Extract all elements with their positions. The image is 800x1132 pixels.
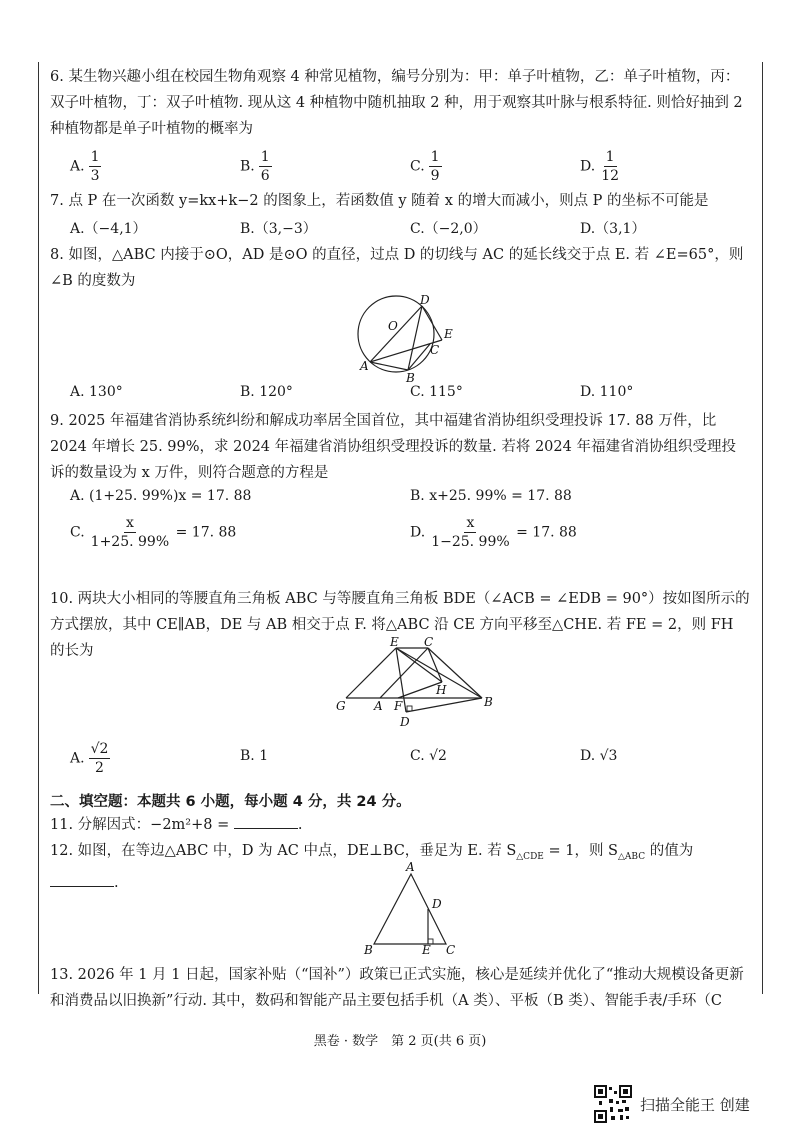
label-f: F <box>394 699 403 713</box>
question-number: 9. <box>50 413 64 429</box>
option-d: D.（3,1） <box>580 221 646 237</box>
option-d: D. $\frac{1}{12}$ <box>580 149 620 184</box>
option-b: B. x+25. 99% = 17. 88 <box>410 488 572 504</box>
line-bd <box>408 306 422 370</box>
answer-blank <box>234 814 298 829</box>
equilateral-figure <box>356 860 466 956</box>
label-g: G <box>336 699 346 713</box>
question-13 <box>50 962 750 1014</box>
option-a: A. $\frac{1}{3}$ <box>70 149 100 184</box>
option-a: A. $\frac{√2}{2}$ <box>70 741 109 776</box>
scanner-text: 扫描全能王 创建 <box>640 1095 750 1114</box>
label-e: E <box>444 327 453 341</box>
left-margin-line <box>38 62 39 994</box>
label-c: C <box>430 343 440 357</box>
label-d: D <box>400 715 410 729</box>
option-b: B. 1 <box>240 748 269 764</box>
label-h: H <box>436 683 447 697</box>
line-ac <box>380 648 428 698</box>
label-o: O <box>388 319 398 333</box>
option-a: A. 130° <box>70 384 123 400</box>
option-d: D. √3 <box>580 748 618 764</box>
label-b: B <box>406 371 415 382</box>
circle-figure <box>350 290 470 382</box>
label-c: C <box>424 635 434 649</box>
option-a: A. (1+25. 99%)x = 17. 88 <box>70 488 252 504</box>
option-c: C. $\frac{1}{9}$ <box>410 149 440 184</box>
option-b: B. $\frac{1}{6}$ <box>240 149 270 184</box>
question-number: 10. <box>50 591 74 607</box>
section-heading: 二、填空题：本题共 6 小题，每小题 4 分，共 24 分。 <box>50 794 411 810</box>
label-a: A <box>406 860 415 874</box>
label-b: B <box>364 943 373 956</box>
line-db <box>406 698 482 712</box>
question-stem: 2025 年福建省消协系统纠纷和解成功率居全国首位，其中福建省消协组织受理投诉 17. 88 万件，比 2024 年增长 25. 99%，求 2024 年福建省消协组织受理投诉的数量. 若将 2024 年福建省消协组织受理投诉的数量设为 x 万件，则符合题意的方程是 <box>50 413 736 481</box>
scanner-watermark <box>594 1085 750 1123</box>
question-stem: 2026 年 1 月 1 日起，国家补贴（“国补”）政策已正式实施，核心是延续并优化了“推动大规模设备更新和消费品以旧换新”行动. 其中，数码和智能产品主要包括手机（A 类）、平板（B 类）、智能手表/手环（C <box>50 967 744 1009</box>
qr-code-icon <box>594 1085 632 1123</box>
question-12: 12. 如图，在等边△ABC 中，D 为 AC 中点，DE⊥BC，垂足为 E. 若 $S_{\triangle CDE} = 1$，则 $S_{\triangle ABC}$ 的值为. <box>50 843 694 891</box>
question-9 <box>50 408 750 486</box>
question-stem: 点 P 在一次函数 y=kx+k−2 的图象上，若函数值 y 随着 x 的增大而减小，则点 P 的坐标不可能是 <box>68 193 709 209</box>
question-number: 11. <box>50 817 74 833</box>
question-number: 7. <box>50 193 64 209</box>
question-11: 11. 分解因式：−2m²+8 = . <box>50 812 750 838</box>
question-number: 12. <box>50 843 74 859</box>
option-c: C. $\frac{x}{1+25. 99\%}$ = 17. 88 <box>70 515 237 550</box>
page-footer: 黑卷 · 数学 第 2 页(共 6 页) <box>313 1034 487 1049</box>
tangent-de <box>422 306 442 340</box>
option-c: C. 115° <box>410 384 463 400</box>
label-e: E <box>390 635 399 649</box>
label-c: C <box>446 943 456 956</box>
question-number: 13. <box>50 967 74 983</box>
label-d: D <box>432 897 442 911</box>
question-stem: 分解因式：−2m²+8 = <box>77 817 234 833</box>
question-6 <box>50 64 750 142</box>
option-b: B. 120° <box>240 384 293 400</box>
answer-blank <box>50 872 114 887</box>
option-b: B.（3,−3） <box>240 221 317 237</box>
option-d: D. 110° <box>580 384 634 400</box>
option-a: A.（−4,1） <box>70 221 147 237</box>
label-e: E <box>422 943 431 956</box>
label-b: B <box>484 695 493 709</box>
option-d: D. $\frac{x}{1-25. 99\%}$ = 17. 88 <box>410 515 577 550</box>
option-c: C. √2 <box>410 748 447 764</box>
label-a: A <box>360 359 369 373</box>
line-ge <box>346 648 396 698</box>
question-number: 8. <box>50 247 64 263</box>
question-7 <box>50 188 750 214</box>
question-stem: 如图，△ABC 内接于⊙O，AD 是⊙O 的直径，过点 D 的切线与 AC 的延长线交于点 E. 若 ∠E=65°，则 ∠B 的度数为 <box>50 247 744 289</box>
question-stem: 某生物兴趣小组在校园生物角观察 4 种常见植物，编号分别为：甲：单子叶植物，乙：单子叶植物，丙：双子叶植物，丁：双子叶植物. 现从这 4 种植物中随机抽取 2 种，用于观察其叶脉与根系特征. 则恰好抽到 2 种植物都是单子叶植物的概率为 <box>50 69 743 137</box>
question-8 <box>50 242 750 294</box>
question-stem: 两块大小相同的等腰直角三角板 ABC 与等腰直角三角板 BDE（∠ACB = ∠EDB = 90°）按如图所示的方式摆放，其中 CE∥AB，DE 与 AB 相交于点 F. 将△ABC 沿 CE 方向平移至△CHE. 若 FE = 2，则 FH 的长为 <box>50 591 750 659</box>
option-c: C.（−2,0） <box>410 221 487 237</box>
label-d: D <box>420 293 430 307</box>
right-margin-line <box>762 62 763 994</box>
right-angle-d <box>407 706 412 711</box>
triangle-figure <box>336 634 496 730</box>
label-a: A <box>374 699 383 713</box>
question-number: 6. <box>50 69 64 85</box>
